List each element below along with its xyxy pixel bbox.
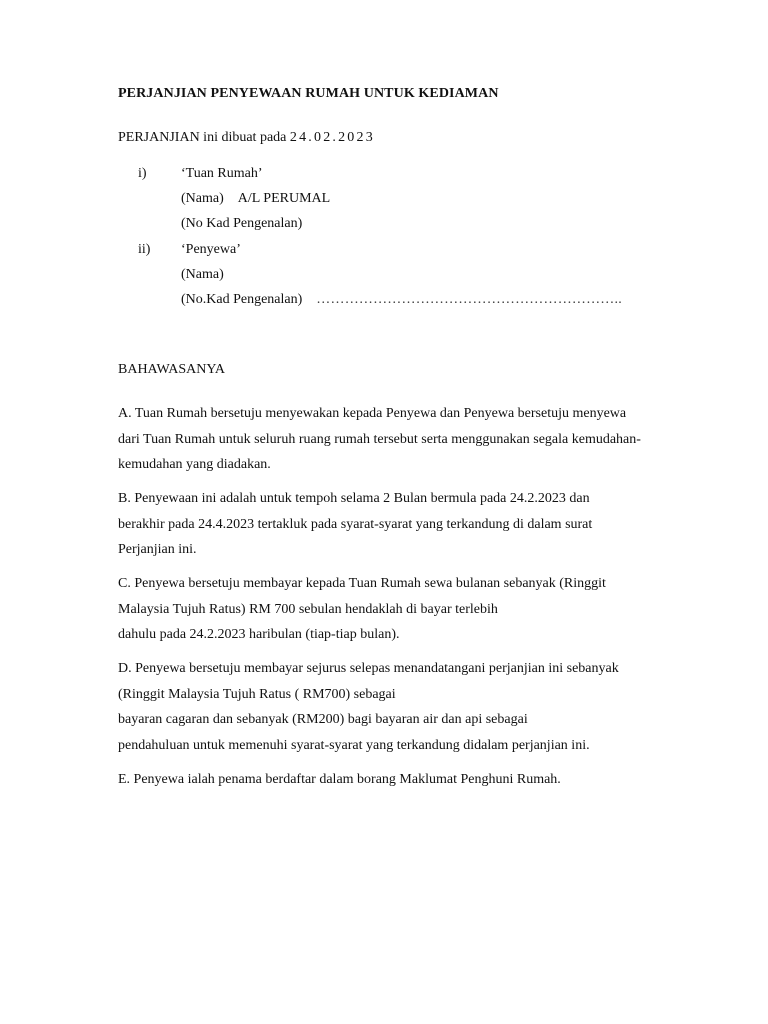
party-1-ic-label: (No Kad Pengenalan) bbox=[181, 216, 303, 231]
clause-b bbox=[118, 486, 658, 563]
clause-c-line: Malaysia Tujuh Ratus) RM 700 sebulan hendaklah di bayar terlebih bbox=[118, 601, 498, 617]
agreement-date: 24.02.2023 bbox=[289, 130, 375, 145]
party-2-role: ‘Penyewa’ bbox=[181, 242, 241, 257]
clause-b-line: Perjanjian ini. bbox=[118, 542, 197, 557]
party-1-ic-row bbox=[181, 216, 302, 232]
party-1-role: ‘Tuan Rumah’ bbox=[181, 166, 263, 181]
party-1-name-value: A/L PERUMAL bbox=[237, 191, 331, 206]
clause-b-line: B. Penyewaan ini adalah untuk tempoh selama 2 Bulan bermula pada 24.2.2023 dan bbox=[118, 491, 590, 506]
party-2-name-row bbox=[181, 267, 238, 283]
party-2-name-label: (Nama) bbox=[181, 267, 224, 282]
clause-d-line: bayaran cagaran dan sebanyak (RM200) bagi bayaran air dan api sebagai bbox=[118, 712, 528, 727]
party-2-ic-value: ……………………………………………………….. bbox=[316, 292, 622, 307]
intro-text: PERJANJIAN ini dibuat pada bbox=[118, 130, 290, 145]
clause-e bbox=[118, 767, 658, 793]
party-2-number: ii) bbox=[138, 242, 151, 257]
party-2-ic-row bbox=[181, 292, 622, 308]
clause-c-line: C. Penyewa bersetuju membayar kepada Tuan Rumah sewa bulanan sebanyak (Ringgit bbox=[118, 576, 606, 591]
clause-c bbox=[118, 571, 658, 648]
clause-a bbox=[118, 401, 658, 478]
party-2-ic-label: (No.Kad Pengenalan) bbox=[181, 292, 303, 307]
party-1-number: i) bbox=[138, 166, 147, 181]
agreement-intro bbox=[118, 130, 375, 146]
section-heading: BAHAWASANYA bbox=[118, 362, 225, 377]
party-1-name-row bbox=[181, 191, 330, 207]
party-1-name-label: (Nama) bbox=[181, 191, 224, 206]
clause-d-line: (Ringgit Malaysia Tujuh Ratus ( RM700) sebagai bbox=[118, 686, 396, 702]
clause-a-line: A. Tuan Rumah bersetuju menyewakan kepada Penyewa dan Penyewa bersetuju menyewa bbox=[118, 406, 627, 421]
document-title: PERJANJIAN PENYEWAAN RUMAH UNTUK KEDIAMAN bbox=[118, 86, 499, 101]
clause-d bbox=[118, 656, 658, 758]
clause-d-line: pendahuluan untuk memenuhi syarat-syarat yang terkandung didalam perjanjian ini. bbox=[118, 737, 590, 753]
clause-e-line: E. Penyewa ialah penama berdaftar dalam borang Maklumat Penghuni Rumah. bbox=[118, 772, 561, 787]
clause-a-line: kemudahan yang diadakan. bbox=[118, 457, 271, 472]
clause-a-line: dari Tuan Rumah untuk seluruh ruang rumah tersebut serta menggunakan segala kemudahan- bbox=[118, 431, 641, 447]
clause-b-line: berakhir pada 24.4.2023 tertakluk pada syarat-syarat yang terkandung di dalam surat bbox=[118, 516, 593, 532]
clause-c-line: dahulu pada 24.2.2023 haribulan (tiap-tiap bulan). bbox=[118, 627, 400, 642]
clause-d-line: D. Penyewa bersetuju membayar sejurus selepas menandatangani perjanjian ini sebanyak bbox=[118, 661, 619, 676]
